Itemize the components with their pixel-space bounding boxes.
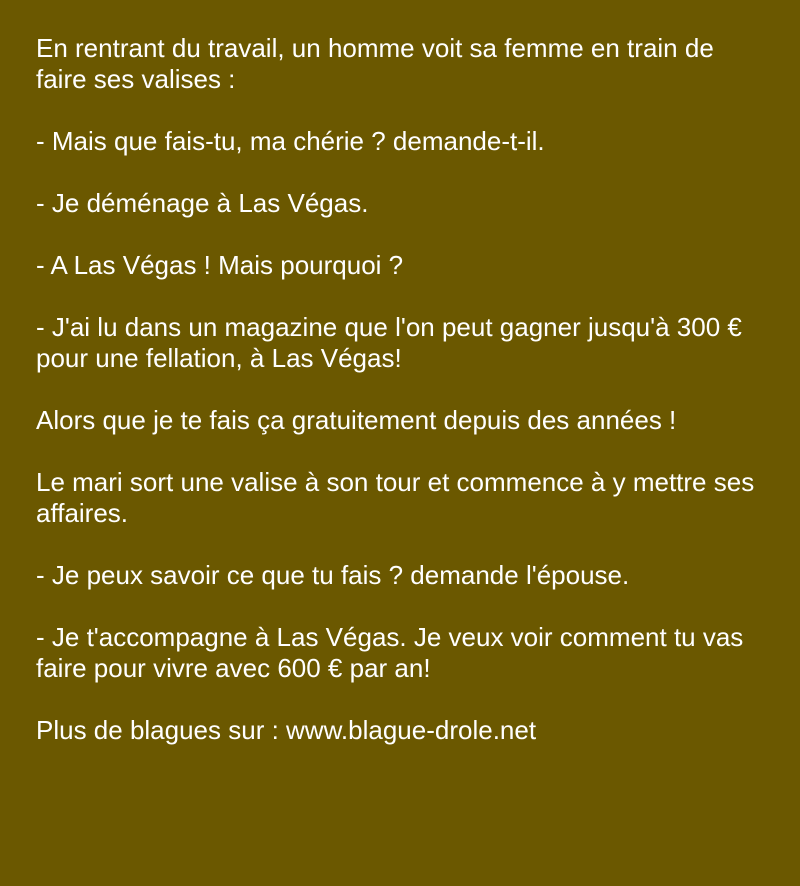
joke-paragraph-wife-reason-cont: Alors que je te fais ça gratuitement depuis des années ! <box>36 405 677 435</box>
joke-paragraph-intro: En rentrant du travail, un homme voit sa femme en train de faire ses valises : <box>36 33 714 94</box>
joke-paragraph-wife-reason: - J'ai lu dans un magazine que l'on peut gagner jusqu'à 300 € pour une fellation, à Las Végas! <box>36 312 742 373</box>
joke-paragraph-wife-question: - Je peux savoir ce que tu fais ? demande l'épouse. <box>36 560 630 590</box>
joke-paragraph-husband-why: - A Las Végas ! Mais pourquoi ? <box>36 250 404 280</box>
joke-paragraph-husband-question: - Mais que fais-tu, ma chérie ? demande-t-il. <box>36 126 545 156</box>
joke-paragraph-punchline: - Je t'accompagne à Las Végas. Je veux voir comment tu vas faire pour vivre avec 600 € par an! <box>36 622 744 683</box>
joke-paragraph-wife-answer: - Je déménage à Las Végas. <box>36 188 369 218</box>
joke-paragraph-husband-packs: Le mari sort une valise à son tour et commence à y mettre ses affaires. <box>36 467 755 528</box>
footer-website-text: Plus de blagues sur : www.blague-drole.net <box>36 715 537 745</box>
